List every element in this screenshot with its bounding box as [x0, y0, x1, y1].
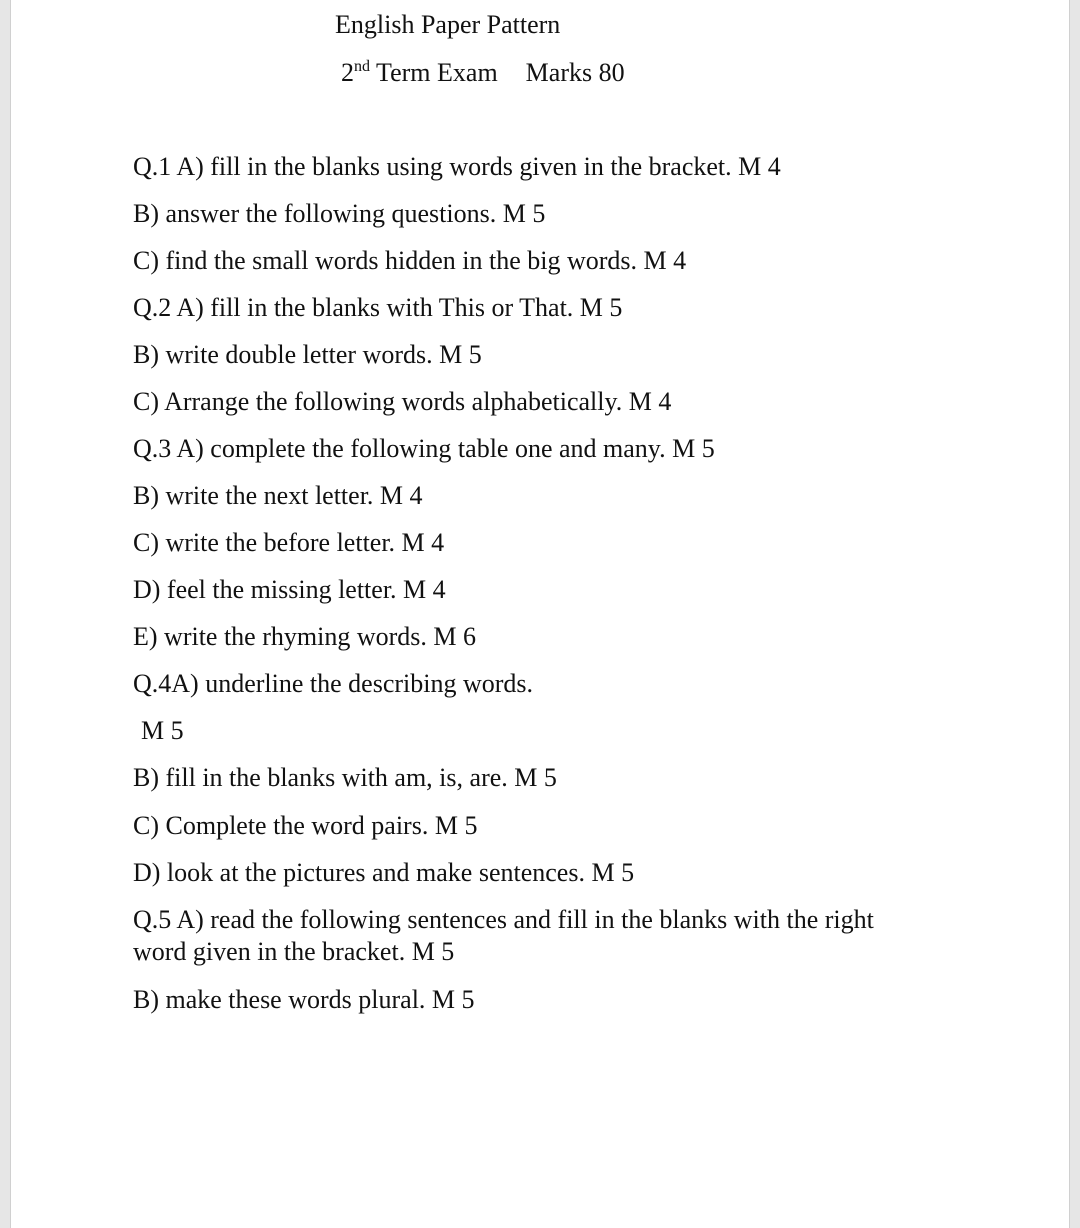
question-line: C) Arrange the following words alphabetically. M 4 — [133, 387, 672, 416]
question-line: Q.2 A) fill in the blanks with This or That. M 5 — [133, 293, 623, 322]
question-line: Q.1 A) fill in the blanks using words given in the bracket. M 4 — [133, 152, 781, 181]
page-title: English Paper Pattern — [335, 10, 561, 39]
question-line: B) write double letter words. M 5 — [133, 340, 482, 369]
question-marks: M 5 — [141, 716, 184, 745]
question-line: D) look at the pictures and make sentences. M 5 — [133, 858, 635, 887]
exam-number: 2 — [341, 58, 354, 87]
document-page — [10, 0, 1070, 1228]
question-line: Q.3 A) complete the following table one and many. M 5 — [133, 434, 715, 463]
total-marks: Marks 80 — [525, 58, 625, 87]
exam-subtitle — [341, 57, 625, 89]
question-line-continued: word given in the bracket. M 5 — [133, 937, 455, 966]
question-line: C) write the before letter. M 4 — [133, 528, 445, 557]
question-line: D) feel the missing letter. M 4 — [133, 575, 446, 604]
exam-ordinal-suffix: nd — [354, 58, 370, 75]
question-line: B) make these words plural. M 5 — [133, 985, 475, 1014]
question-line: B) write the next letter. M 4 — [133, 481, 423, 510]
question-line: E) write the rhyming words. M 6 — [133, 622, 477, 651]
question-line: B) answer the following questions. M 5 — [133, 199, 546, 228]
question-line: Q.4A) underline the describing words. — [133, 669, 534, 698]
exam-label: Term Exam — [376, 58, 498, 87]
question-line: B) fill in the blanks with am, is, are. M 5 — [133, 763, 557, 792]
question-line: Q.5 A) read the following sentences and fill in the blanks with the right — [133, 905, 874, 934]
question-line: C) Complete the word pairs. M 5 — [133, 811, 478, 840]
question-line: C) find the small words hidden in the big words. M 4 — [133, 246, 687, 275]
